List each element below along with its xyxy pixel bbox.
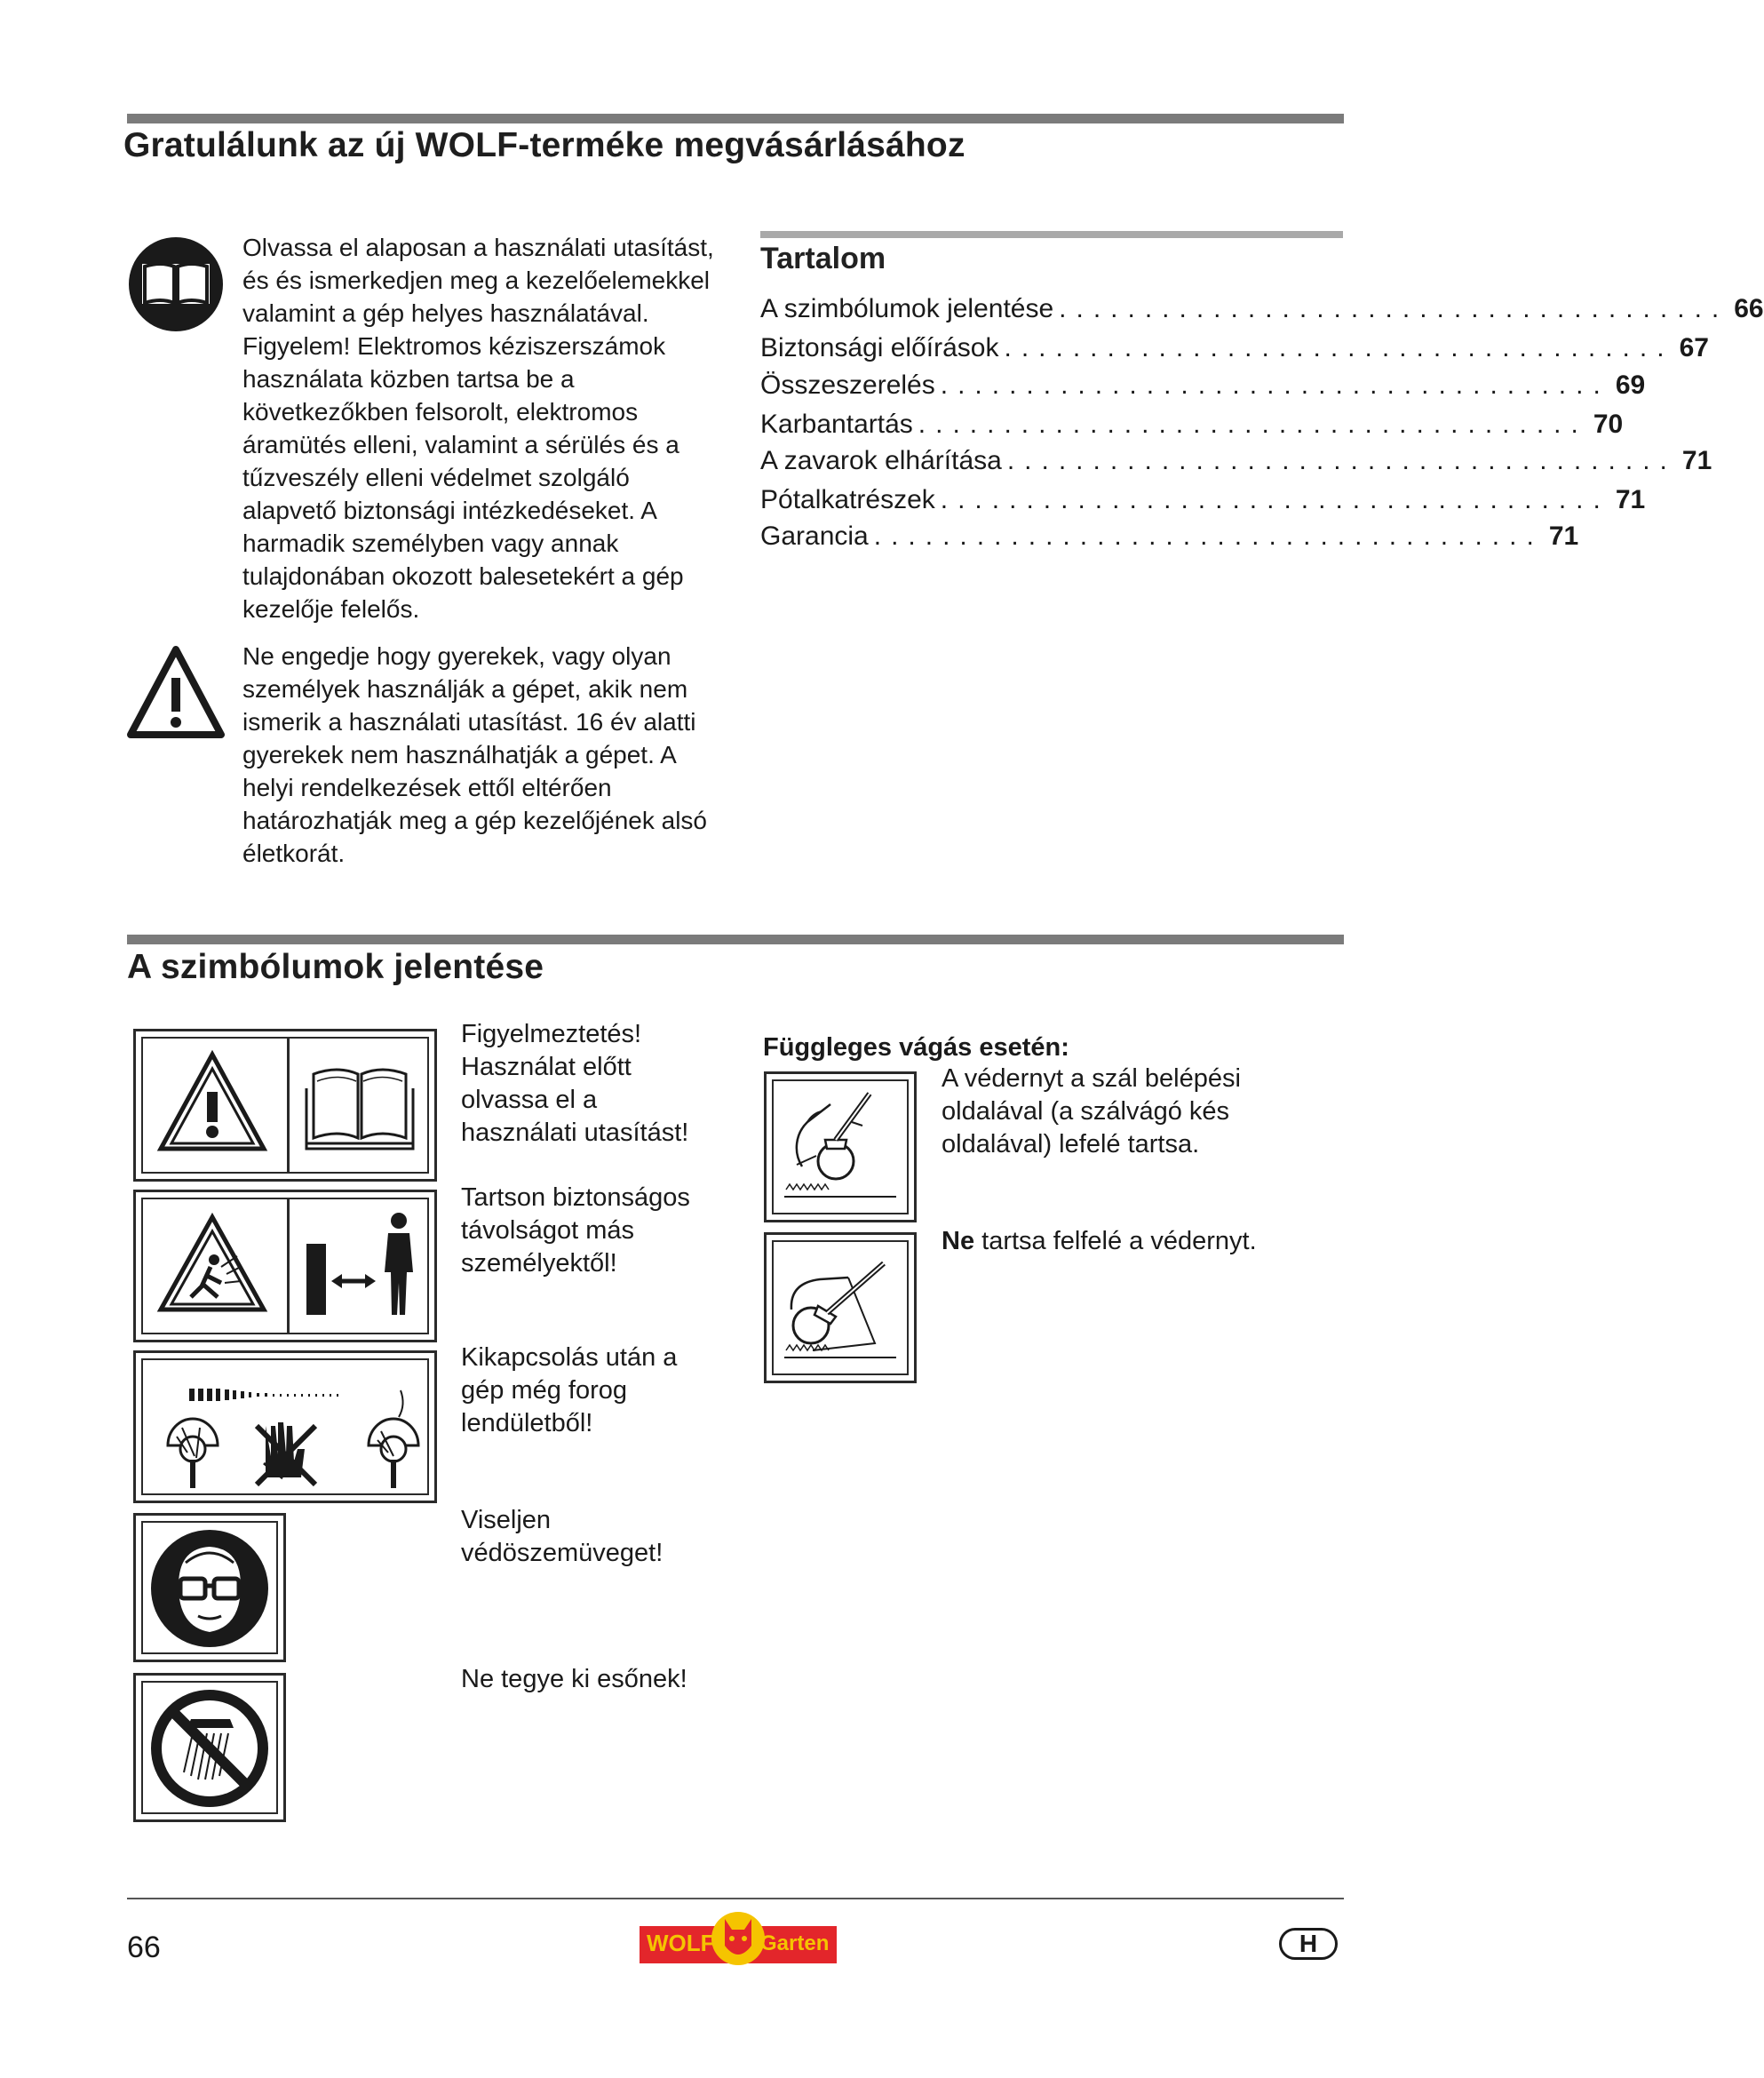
- trimmer-guard-down-icon: [777, 1087, 903, 1211]
- warning-triangle-icon: [127, 644, 225, 742]
- toc-row-label: A szimbólumok jelentése: [760, 294, 1054, 323]
- toc-row[interactable]: [760, 294, 1764, 330]
- toc-row[interactable]: [760, 410, 1624, 445]
- toc-row-page: 67: [1679, 333, 1709, 362]
- toc-row-page: 71: [1615, 485, 1646, 514]
- spinning-trimmer-no-hand-icon: [148, 1364, 424, 1495]
- toc-leader: .......................................: [1059, 294, 1729, 323]
- wolf-garten-logo: [640, 1907, 837, 1974]
- instruction-guard-down: A védernyt a szál belépési oldalával (a szálvágó kés oldalával) lefelé tartsa.: [942, 1064, 1241, 1158]
- toc-leader: .......................................: [1004, 333, 1674, 362]
- trimmer-guard-up-icon: [777, 1247, 903, 1372]
- symbol-text: Viseljen védöszemüveget!: [461, 1506, 663, 1567]
- header-rule: [127, 114, 1344, 123]
- logo-text-wolf: WOLF: [647, 1930, 715, 1956]
- symbol-wear-goggles: [133, 1513, 286, 1662]
- footer-rule: [127, 1898, 1344, 1899]
- page-title: Gratulálunk az új WOLF-terméke megvásárlásához: [123, 126, 965, 164]
- warning-triangle-icon: [155, 1049, 269, 1156]
- toc-row-page: 71: [1681, 446, 1712, 475]
- symbols-section-title: A szimbólumok jelentése: [127, 948, 544, 986]
- section-rule: [127, 935, 1344, 944]
- toc-rule: [760, 231, 1343, 238]
- language-badge: H: [1279, 1928, 1338, 1960]
- symbol-text: Kikapcsolás után a gép még forog lendületből!: [461, 1343, 678, 1437]
- toc-row[interactable]: [760, 370, 1646, 406]
- goggles-icon: [148, 1527, 271, 1650]
- distance-person-icon: [299, 1208, 424, 1324]
- guard-upward-figure: [764, 1232, 917, 1383]
- toc-row[interactable]: [760, 485, 1646, 521]
- toc-title: Tartalom: [760, 242, 886, 275]
- symbol-warning-read-manual: [133, 1029, 437, 1182]
- symbol-text: Ne tegye ki esőnek!: [461, 1665, 687, 1693]
- toc-leader: .......................................: [873, 521, 1544, 551]
- page-number: 66: [127, 1931, 161, 1964]
- toc-row-page: 66: [1734, 294, 1764, 323]
- toc-row-label: Karbantartás: [760, 410, 913, 439]
- instruction-guard-up: [942, 1225, 1332, 1258]
- intro-paragraph-1: Olvassa el alaposan a használati utasítást, és és ismerkedjen meg a kezelőelemekkel valamint a gép helyes használatával. Figyelem! Elektromos kéziszerszámok használata közben tartsa be a következőkben felsorolt, elektromos áramütés elleni, valamint a sérülés és a tűzveszély elleni védelmet szolgáló alapvető biztonsági intézkedéseket. A harmadik személyben vagy annak tulajdonában okozott balesetekért a gép kezelője felelős.: [242, 234, 714, 623]
- toc-row[interactable]: [760, 446, 1712, 482]
- toc-row-label: Garancia: [760, 521, 869, 551]
- logo-text-garten: Garten: [760, 1931, 830, 1955]
- toc-leader: .......................................: [918, 410, 1588, 439]
- symbol-keep-distance: [133, 1190, 437, 1342]
- vertical-cut-title: Függleges vágás esetén:: [763, 1033, 1069, 1062]
- symbol-no-rain: [133, 1673, 286, 1822]
- symbol-rotation-after-switch-off: [133, 1350, 437, 1503]
- toc-leader: .......................................: [940, 370, 1610, 400]
- no-rain-icon: [148, 1687, 271, 1810]
- toc-row[interactable]: [760, 333, 1709, 369]
- toc-row-label: Pótalkatrészek: [760, 485, 935, 514]
- intro-paragraph-2: Ne engedje hogy gyerekek, vagy olyan személyek használják a gépet, akik nem ismerik a használati utasítást. 16 év alatti gyerekek nem használhatják a gépet. A helyi rendelkezések ettől eltérően határozhatják meg a gép kezelőjének alsó életkorát.: [242, 642, 708, 867]
- symbol-text: Tartson biztonságos távolságot más személyektől!: [461, 1183, 690, 1278]
- thrown-objects-warning-icon: [155, 1212, 269, 1317]
- toc-row-label: A zavarok elhárítása: [760, 446, 1002, 475]
- book-icon: [127, 235, 225, 333]
- toc-row-page: 70: [1593, 410, 1624, 439]
- toc-row-page: 71: [1548, 521, 1579, 551]
- toc-leader: .......................................: [1006, 446, 1677, 475]
- toc-row-label: Összeszerelés: [760, 370, 935, 400]
- book-icon: [298, 1053, 422, 1159]
- toc-row[interactable]: [760, 521, 1579, 557]
- toc-row-label: Biztonsági előírások: [760, 333, 999, 362]
- instruction-guard-up-bold: Ne: [942, 1227, 975, 1255]
- guard-downward-figure: [764, 1071, 917, 1222]
- toc-leader: .......................................: [940, 485, 1610, 514]
- toc-row-page: 69: [1615, 370, 1646, 400]
- instruction-guard-up-rest: tartsa felfelé a védernyt.: [974, 1227, 1257, 1255]
- symbol-text: Figyelmeztetés! Használat előtt olvassa el a használati utasítást!: [461, 1020, 689, 1147]
